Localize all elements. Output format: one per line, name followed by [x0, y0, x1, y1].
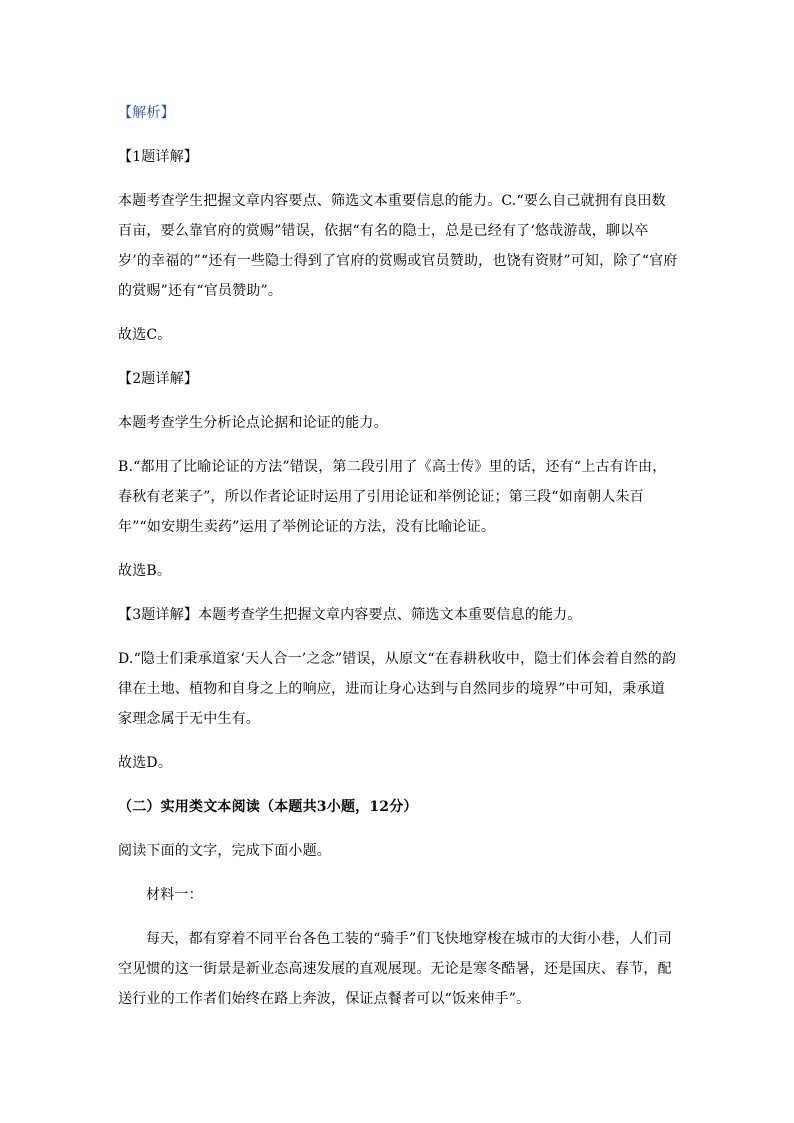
- q3-body: D.“隐士们秉承道家‘天人合一’之念”错误，从原文“在春耕秋收中，隐士们体会着自然的韵律在土地、植物和自身之上的响应，进而让身心达到与自然同步的境界”中可知，秉承道家理念属于无中生有。: [118, 651, 677, 727]
- section-title: （二）实用类文本阅读（本题共3小题，12分）: [118, 799, 418, 815]
- q2-answer: 故选B。: [118, 563, 172, 579]
- q2-intro: 本题考查学生分析论点论据和论证的能力。: [118, 415, 388, 431]
- material-paragraph: 每天，都有穿着不同平台各色工装的“骑手”们飞快地穿梭在城市的大街小巷，人们司空见惯的这一街景是新业态高速发展的直观展现。无论是寒冬酷暑，还是国庆、春节，配送行业的工作者们始终在路上奔波，保证点餐者可以“饭来伸手”。: [118, 931, 672, 1007]
- material-label: 材料一：: [146, 887, 203, 903]
- q3-heading-rest: 本题考查学生把握文章内容要点、筛选文本重要信息的能力。: [198, 607, 582, 623]
- analysis-label: 【解析】: [118, 105, 175, 121]
- q1-heading: 【1题详解】: [118, 149, 199, 165]
- q3-heading: 【3题详解】: [118, 607, 199, 623]
- q3-answer: 故选D。: [118, 755, 173, 771]
- q1-body: 本题考查学生把握文章内容要点、筛选文本重要信息的能力。C.“要么自己就拥有良田数百亩，要么靠官府的赏赐”错误，依据“有名的隐士，总是已经有了‘悠哉游哉，聊以卒岁’的幸福的”“还有一些隐士得到了官府的赏赐或官员赞助，也饶有资财”可知，除了“官府的赏赐”还有“官员赞助”。: [118, 193, 678, 299]
- q2-heading: 【2题详解】: [118, 371, 199, 387]
- q2-body: B.“都用了比喻论证的方法”错误，第二段引用了《高士传》里的话，还有“上古有许由，春秋有老莱子”，所以作者论证时运用了引用论证和举例论证；第三段“如南朝人朱百年”“如安期生卖药”运用了举例论证的方法，没有比喻论证。: [118, 459, 667, 535]
- section-instruction: 阅读下面的文字，完成下面小题。: [118, 843, 331, 859]
- q3-heading-line: [118, 600, 678, 630]
- q1-answer: 故选C。: [118, 327, 172, 343]
- document-page: [118, 98, 678, 1014]
